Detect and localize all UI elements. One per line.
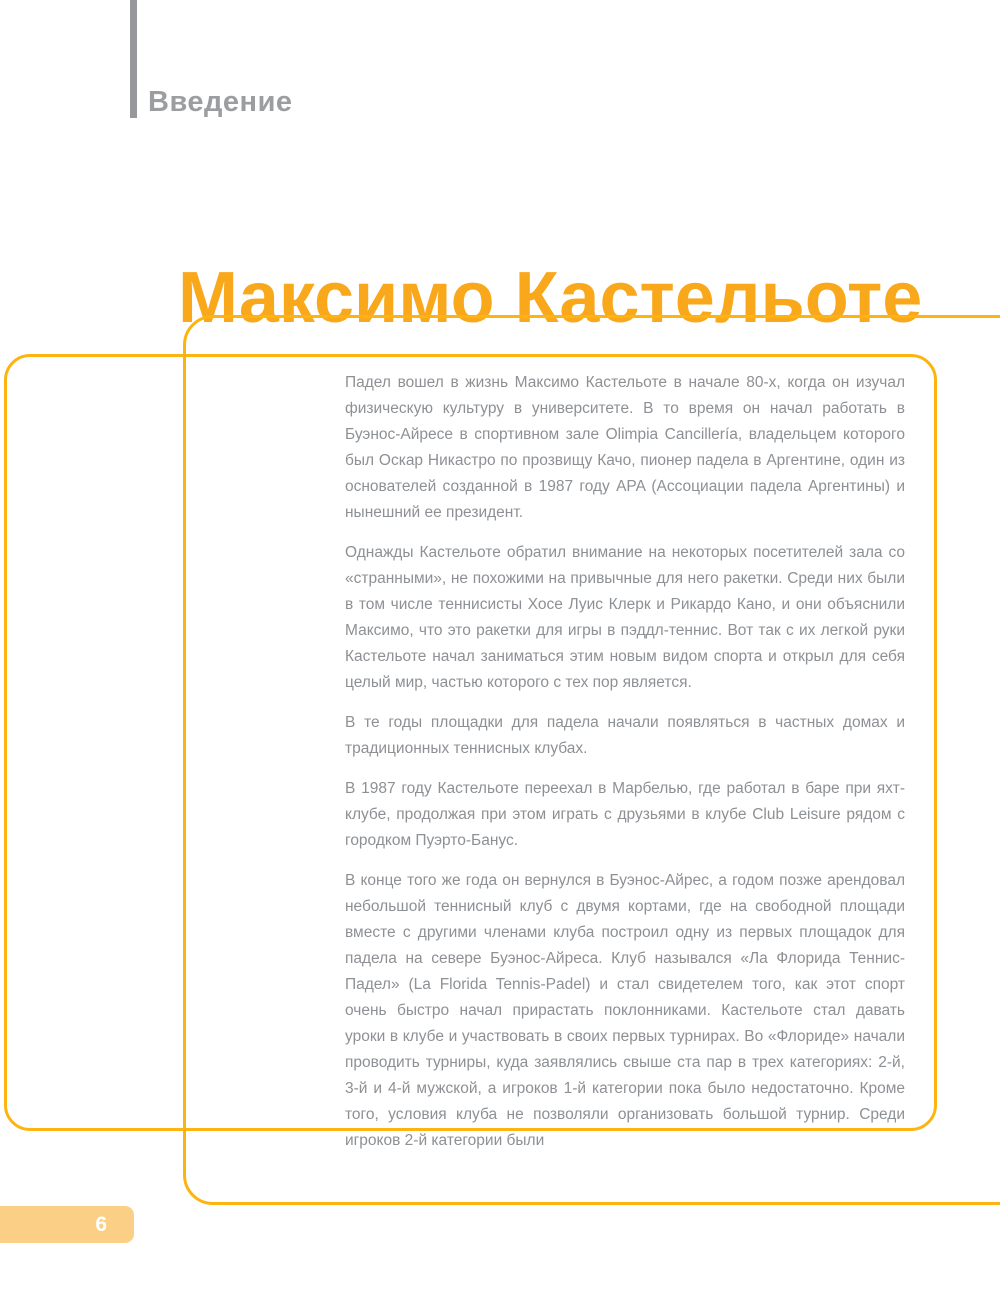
page-number-badge — [0, 1206, 134, 1243]
paragraph: Падел вошел в жизнь Максимо Кастельоте в начале 80-х, когда он изучал физическую культуру в университете. В то время он начал работать в Буэнос-Айресе в спортивном зале Olimpia Cancillería, владельцем которого был Оскар Никастро по прозвищу Качо, пионер падела в Аргентине, один из основателей созданной в 1987 году APA (Ассоциации падела Аргентины) и нынешний ее президент. — [345, 374, 905, 521]
body-text — [345, 370, 905, 1168]
section-label: Введение — [148, 86, 293, 118]
paragraph: В те годы площадки для падела начали появляться в частных домах и традиционных теннисных клубах. — [345, 714, 905, 757]
page-number: 6 — [95, 1213, 107, 1236]
paragraph: В 1987 году Кастельоте переехал в Марбелью, где работал в баре при яхт-клубе, продолжая при этом играть с друзьями в клубе Club Leisure рядом с городком Пуэрто-Банус. — [345, 780, 905, 849]
paragraph: В конце того же года он вернулся в Буэнос-Айрес, а годом позже арендовал небольшой теннисный клуб с двумя кортами, где на свободной площади вместе с другими членами клуба построил одну из первых площадок для падела на севере Буэнос-Айреса. Клуб назывался «Ла Флорида Теннис-Падел» (La Florida Tennis-Padel) и стал свидетелем того, как этот спорт очень быстро начал прирастать поклонниками. Кастельоте стал давать уроки в клубе и участвовать в своих первых турнирах. Во «Флориде» начали проводить турниры, куда заявлялись свыше ста пар в трех категориях: 2-й, 3-й и 4-й мужской, а игроков 1-й категории пока было недостаточно. Кроме того, условия клуба не позволяли организовать большой турнир. Среди игроков 2-й категории были — [345, 872, 905, 1149]
paragraph: Однажды Кастельоте обратил внимание на некоторых посетителей зала со «странными», не похожими на привычные для него ракетки. Среди них были в том числе теннисисты Хосе Луис Клерк и Рикардо Кано, и они объяснили Максимо, что это ракетки для игры в пэддл-теннис. Вот так с их легкой руки Кастельоте начал заниматься этим новым видом спорта и открыл для себя целый мир, частью которого с тех пор является. — [345, 544, 905, 691]
section-rule — [130, 0, 137, 118]
page-title: Максимо Кастельоте — [178, 258, 923, 339]
